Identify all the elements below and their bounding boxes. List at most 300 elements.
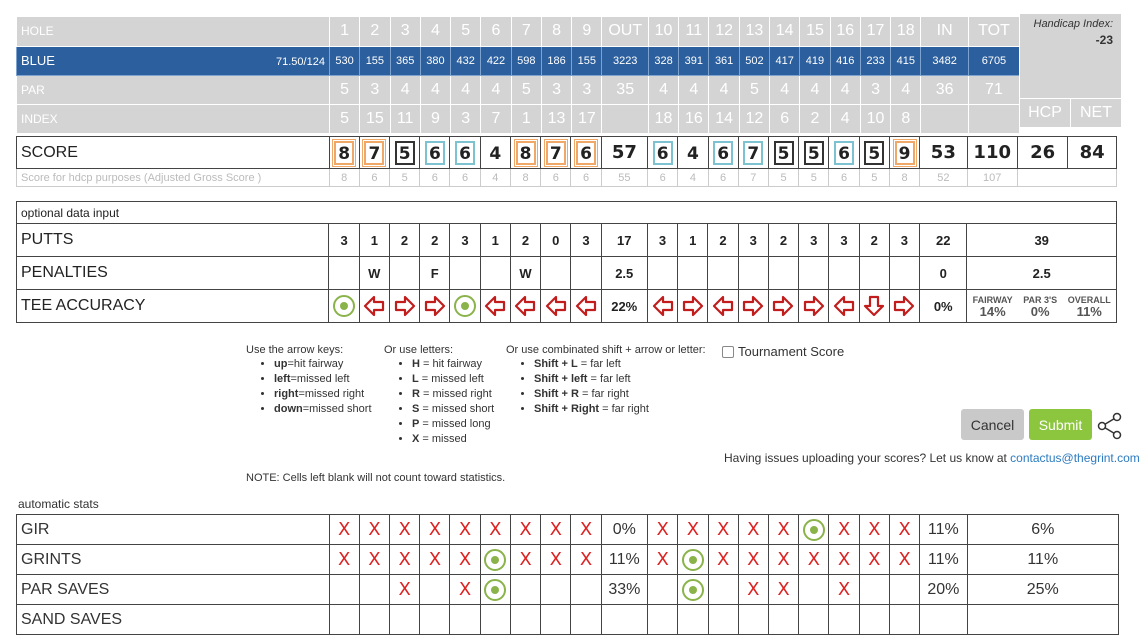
- score-input[interactable]: [648, 137, 678, 169]
- tee-accuracy-input[interactable]: [647, 290, 677, 323]
- index-value: 14: [709, 104, 739, 133]
- course-header-table: [16, 17, 1019, 134]
- hole-number: 5: [451, 17, 481, 46]
- penalty-input[interactable]: [541, 257, 571, 290]
- help-key: Shift + R: [534, 388, 579, 400]
- par-value: 4: [891, 75, 921, 104]
- tournament-score-checkbox[interactable]: [722, 346, 734, 358]
- adjusted-score-value: 8: [510, 169, 540, 187]
- stat-cell: [738, 605, 768, 635]
- stat-cell: [708, 545, 738, 575]
- stat-cell: [359, 545, 389, 575]
- score-value[interactable]: 6: [713, 141, 733, 165]
- miss-x-icon: X: [656, 549, 669, 570]
- stat-cell: [450, 575, 480, 605]
- missed-right-arrow-icon[interactable]: [803, 295, 825, 317]
- missed-left-arrow-icon[interactable]: [514, 295, 536, 317]
- hole-number: 4: [420, 17, 450, 46]
- help-desc: = missed short: [419, 403, 495, 415]
- combo-title: Or use combinated shift + arrow or letter:: [506, 344, 706, 356]
- stat-cell: [768, 575, 798, 605]
- stat-cell: [648, 575, 678, 605]
- score-value[interactable]: 7: [546, 141, 566, 165]
- tee-accuracy-input[interactable]: [799, 290, 829, 323]
- penalty-input[interactable]: [859, 257, 889, 290]
- tee-accuracy-input[interactable]: [768, 290, 798, 323]
- miss-x-icon: X: [368, 519, 381, 540]
- adjusted-score-value: 6: [541, 169, 571, 187]
- help-key: left: [274, 373, 291, 385]
- tee-in-yardage: 3482: [921, 46, 968, 75]
- par3-value: 0%: [1030, 304, 1050, 319]
- adjusted-score-value: 4: [678, 169, 708, 187]
- hole-number: 12: [709, 17, 739, 46]
- score-value[interactable]: 6: [653, 141, 673, 165]
- stat-cell: [541, 545, 571, 575]
- combo-list: [506, 358, 718, 415]
- index-value: 3: [451, 104, 481, 133]
- penalty-input[interactable]: [678, 257, 708, 290]
- score-value[interactable]: 5: [864, 141, 884, 165]
- tee-yardage: 328: [648, 46, 678, 75]
- tee-accuracy-input[interactable]: [678, 290, 708, 323]
- miss-x-icon: X: [868, 549, 881, 570]
- score-input[interactable]: [541, 137, 571, 169]
- score-value[interactable]: 8: [516, 141, 536, 165]
- tee-accuracy-input[interactable]: [738, 290, 768, 323]
- miss-x-icon: X: [656, 519, 669, 540]
- score-value[interactable]: 4: [489, 143, 502, 164]
- penalty-input[interactable]: [889, 257, 919, 290]
- stat-in: [920, 605, 967, 635]
- hit-ring-icon: [484, 579, 506, 601]
- missed-right-arrow-icon[interactable]: [394, 295, 416, 317]
- help-item: [534, 388, 718, 400]
- help-item: [274, 403, 386, 415]
- stat-row: [17, 605, 1119, 635]
- score-table: [16, 136, 1117, 187]
- penalty-input[interactable]: [571, 257, 601, 290]
- fairway-hit-icon[interactable]: [454, 295, 476, 317]
- miss-x-icon: X: [549, 549, 562, 570]
- putts-input[interactable]: 3: [647, 224, 677, 257]
- stat-cell: [678, 545, 708, 575]
- penalty-input[interactable]: W: [359, 257, 389, 290]
- fairway-hit-icon[interactable]: [333, 295, 355, 317]
- index-out-blank: [602, 104, 648, 133]
- help-item: [534, 358, 718, 370]
- help-desc: =missed right: [298, 388, 365, 400]
- tee-accuracy-input[interactable]: [480, 290, 510, 323]
- tee-accuracy-input[interactable]: [450, 290, 480, 323]
- stat-cell: [510, 545, 540, 575]
- miss-x-icon: X: [337, 549, 351, 570]
- automatic-stats-title: automatic stats: [18, 497, 99, 511]
- score-value[interactable]: 7: [364, 141, 384, 165]
- stat-cell: [859, 575, 889, 605]
- stat-cell: [829, 605, 859, 635]
- putts-input[interactable]: 1: [480, 224, 510, 257]
- help-desc: = far left: [577, 358, 621, 370]
- stat-cell: [738, 515, 768, 545]
- score-input[interactable]: [420, 137, 450, 169]
- stat-cell: [708, 605, 738, 635]
- hole-number: 2: [360, 17, 390, 46]
- miss-x-icon: X: [398, 519, 411, 540]
- submit-button[interactable]: Submit: [1029, 409, 1092, 440]
- in-label: IN: [921, 17, 968, 46]
- tee-accuracy-input[interactable]: [510, 290, 540, 323]
- putts-input[interactable]: 2: [420, 224, 450, 257]
- net-label: NET: [1070, 99, 1121, 127]
- score-value[interactable]: 6: [455, 141, 475, 165]
- putts-input[interactable]: 3: [738, 224, 768, 257]
- putts-input[interactable]: 2: [859, 224, 889, 257]
- par-row: [17, 75, 1020, 104]
- tournament-score-label: Tournament Score: [738, 344, 845, 359]
- contact-email-link[interactable]: contactus@thegrint.com: [1010, 451, 1140, 465]
- hole-number: 13: [739, 17, 769, 46]
- help-item: [412, 418, 509, 430]
- stat-out: 33%: [601, 575, 647, 605]
- stat-cell: [329, 605, 359, 635]
- tee-out-yardage: 3223: [602, 46, 648, 75]
- adjusted-score-value: 6: [708, 169, 738, 187]
- score-input[interactable]: [571, 137, 601, 169]
- score-input[interactable]: [768, 137, 798, 169]
- adjusted-score-value: 8: [329, 169, 359, 187]
- miss-x-icon: X: [458, 519, 472, 540]
- hcp-net-header: [1019, 99, 1121, 127]
- help-desc: = missed left: [418, 373, 484, 385]
- score-input[interactable]: [829, 137, 859, 169]
- penalty-input[interactable]: [738, 257, 768, 290]
- help-key: down: [274, 403, 303, 415]
- penalty-input[interactable]: W: [510, 257, 540, 290]
- par-value: 4: [390, 75, 420, 104]
- stat-cell: [390, 545, 420, 575]
- miss-x-icon: X: [579, 549, 593, 570]
- share-icon[interactable]: [1097, 410, 1121, 442]
- putts-input[interactable]: 3: [571, 224, 601, 257]
- stat-in: 11%: [920, 545, 967, 575]
- tournament-score-toggle[interactable]: [722, 344, 844, 359]
- tee-accuracy-input[interactable]: [389, 290, 419, 323]
- miss-x-icon: X: [458, 579, 472, 600]
- stat-cell: [571, 605, 601, 635]
- par-value: 3: [541, 75, 571, 104]
- help-desc: = far left: [587, 373, 631, 385]
- miss-x-icon: X: [747, 549, 760, 570]
- tee-yardage: 416: [830, 46, 860, 75]
- automatic-stats-table: [16, 514, 1119, 635]
- tee-accuracy-summary: [967, 290, 1117, 323]
- arrow-keys-help: [246, 344, 386, 418]
- score-input[interactable]: [480, 137, 510, 169]
- stat-cell: [420, 605, 450, 635]
- stat-cell: [768, 515, 798, 545]
- stat-cell: [571, 515, 601, 545]
- help-desc: =hit fairway: [287, 358, 344, 370]
- stat-cell: [359, 575, 389, 605]
- fairway-value: 14%: [979, 304, 1006, 319]
- tee-yardage: 155: [360, 46, 390, 75]
- miss-x-icon: X: [428, 549, 442, 570]
- score-input[interactable]: [329, 137, 359, 169]
- par-total: 71: [968, 75, 1019, 104]
- index-value: 10: [860, 104, 890, 133]
- missed-left-arrow-icon[interactable]: [484, 295, 506, 317]
- tee-accuracy-input[interactable]: [889, 290, 919, 323]
- help-desc: = missed right: [419, 388, 492, 400]
- miss-x-icon: X: [898, 549, 911, 570]
- stat-cell: [678, 605, 708, 635]
- hole-number: 15: [800, 17, 830, 46]
- tee-accuracy-input[interactable]: [329, 290, 359, 323]
- help-desc: =missed short: [302, 403, 372, 415]
- score-value[interactable]: 8: [334, 141, 354, 165]
- score-input[interactable]: [390, 137, 420, 169]
- missed-left-arrow-icon[interactable]: [652, 295, 674, 317]
- score-value[interactable]: 5: [395, 141, 415, 165]
- putts-input[interactable]: 3: [450, 224, 480, 257]
- tee-accuracy-input[interactable]: [571, 290, 601, 323]
- handicap-index-box: [1019, 14, 1121, 70]
- par-value: 4: [648, 75, 678, 104]
- stat-total: [967, 605, 1118, 635]
- tee-accuracy-input[interactable]: [829, 290, 859, 323]
- index-tot-blank: [968, 104, 1019, 133]
- tee-yardage: 391: [679, 46, 709, 75]
- stat-cell: [768, 605, 798, 635]
- penalty-input[interactable]: [768, 257, 798, 290]
- hcp-spacer: [1019, 70, 1121, 99]
- putts-input[interactable]: 2: [510, 224, 540, 257]
- putts-input[interactable]: 3: [829, 224, 859, 257]
- help-desc: =missed left: [290, 373, 350, 385]
- hit-ring-icon: [484, 549, 506, 571]
- tee-accuracy-input[interactable]: [420, 290, 450, 323]
- letters-list: [384, 358, 509, 445]
- putts-input[interactable]: 2: [768, 224, 798, 257]
- missed-left-arrow-icon[interactable]: [712, 295, 734, 317]
- missed-left-arrow-icon[interactable]: [575, 295, 597, 317]
- score-input[interactable]: [859, 137, 889, 169]
- score-value[interactable]: 6: [834, 141, 854, 165]
- stat-cell: [799, 575, 829, 605]
- penalty-input[interactable]: [389, 257, 419, 290]
- missed-right-arrow-icon[interactable]: [772, 295, 794, 317]
- missed-left-arrow-icon[interactable]: [545, 295, 567, 317]
- par-value: 5: [511, 75, 541, 104]
- help-desc: = hit fairway: [419, 358, 483, 370]
- tee-accuracy-input[interactable]: [541, 290, 571, 323]
- score-value[interactable]: 6: [576, 141, 596, 165]
- help-key: L: [412, 373, 419, 385]
- score-input[interactable]: [799, 137, 829, 169]
- score-input[interactable]: [678, 137, 708, 169]
- penalty-input[interactable]: [799, 257, 829, 290]
- index-value: 11: [390, 104, 420, 133]
- tee-yardage: 365: [390, 46, 420, 75]
- stat-total: 25%: [967, 575, 1118, 605]
- letters-help: [384, 344, 509, 448]
- penalty-input[interactable]: [450, 257, 480, 290]
- adjusted-total: 107: [967, 169, 1017, 187]
- help-key: S: [412, 403, 420, 415]
- putts-input[interactable]: 0: [541, 224, 571, 257]
- stat-cell: [480, 515, 510, 545]
- score-value[interactable]: 7: [743, 141, 763, 165]
- adjusted-score-value: 4: [480, 169, 510, 187]
- penalty-input[interactable]: F: [420, 257, 450, 290]
- score-value[interactable]: 4: [686, 143, 699, 164]
- score-input[interactable]: [510, 137, 540, 169]
- miss-x-icon: X: [489, 519, 502, 540]
- adjusted-score-value: 6: [829, 169, 859, 187]
- penalty-input[interactable]: [329, 257, 359, 290]
- index-label: INDEX: [17, 104, 330, 133]
- out-label: OUT: [602, 17, 648, 46]
- stat-cell: [889, 605, 919, 635]
- stat-cell: [648, 515, 678, 545]
- score-total: 110: [967, 137, 1017, 169]
- optional-title: optional data input: [17, 202, 1117, 224]
- tee-yardage: 502: [739, 46, 769, 75]
- par-value: 4: [830, 75, 860, 104]
- score-value[interactable]: 9: [895, 141, 915, 165]
- penalty-input-out: 2.5: [601, 257, 647, 290]
- putts-input[interactable]: 3: [889, 224, 919, 257]
- putts-input[interactable]: 1: [678, 224, 708, 257]
- index-value: 18: [648, 104, 678, 133]
- miss-x-icon: X: [458, 549, 472, 570]
- par-value: 4: [770, 75, 800, 104]
- penalty-input[interactable]: [647, 257, 677, 290]
- index-value: 1: [511, 104, 541, 133]
- par-value: 4: [451, 75, 481, 104]
- tee-yardage: 233: [860, 46, 890, 75]
- help-item: [534, 403, 718, 415]
- putts-input[interactable]: 3: [329, 224, 359, 257]
- help-key: H: [412, 358, 420, 370]
- tee-accuracy-input[interactable]: [359, 290, 389, 323]
- miss-x-icon: X: [837, 519, 851, 540]
- stat-out: [601, 605, 647, 635]
- index-value: 12: [739, 104, 769, 133]
- hole-number: 10: [648, 17, 678, 46]
- stat-cell: [799, 515, 829, 545]
- hole-number: 17: [860, 17, 890, 46]
- stat-cell: [420, 575, 450, 605]
- hole-number: 14: [770, 17, 800, 46]
- handicap-index-value: -23: [1095, 33, 1113, 47]
- stat-label: GRINTS: [17, 545, 330, 575]
- stat-total: 11%: [967, 545, 1118, 575]
- tee-yardage: 419: [800, 46, 830, 75]
- missed-right-arrow-icon[interactable]: [893, 295, 915, 317]
- tee-accuracy-label: TEE ACCURACY: [17, 290, 329, 323]
- stat-cell: [480, 545, 510, 575]
- stat-cell: [510, 515, 540, 545]
- tee-accuracy-input[interactable]: [859, 290, 889, 323]
- miss-x-icon: X: [519, 519, 532, 540]
- putts-input[interactable]: 1: [359, 224, 389, 257]
- index-value: 6: [770, 104, 800, 133]
- adjusted-score-row: [17, 169, 1117, 187]
- score-value[interactable]: 5: [774, 141, 794, 165]
- par-in: 36: [921, 75, 968, 104]
- stat-cell: [889, 515, 919, 545]
- score-value[interactable]: 5: [804, 141, 824, 165]
- adjusted-score-value: 5: [799, 169, 829, 187]
- stat-cell: [829, 545, 859, 575]
- score-input[interactable]: [738, 137, 768, 169]
- miss-x-icon: X: [398, 579, 411, 600]
- score-input[interactable]: [359, 137, 389, 169]
- miss-x-icon: X: [807, 549, 820, 570]
- upload-issues-text: [724, 451, 1140, 465]
- putts-input[interactable]: 3: [799, 224, 829, 257]
- miss-x-icon: X: [368, 549, 381, 570]
- optional-title-row: [17, 202, 1117, 224]
- stat-cell: [450, 545, 480, 575]
- par-value: 4: [420, 75, 450, 104]
- putts-input[interactable]: 2: [389, 224, 419, 257]
- score-input[interactable]: [708, 137, 738, 169]
- score-hcp: 26: [1017, 137, 1067, 169]
- missed-right-arrow-icon[interactable]: [682, 295, 704, 317]
- par-value: 3: [572, 75, 602, 104]
- penalty-input[interactable]: [829, 257, 859, 290]
- score-input[interactable]: [889, 137, 919, 169]
- stat-cell: [390, 515, 420, 545]
- score-value[interactable]: 6: [425, 141, 445, 165]
- stat-cell: [541, 575, 571, 605]
- stat-cell: [648, 545, 678, 575]
- adjusted-score-value: 7: [738, 169, 768, 187]
- stat-cell: [329, 545, 359, 575]
- help-item: [274, 358, 386, 370]
- hole-number: 6: [481, 17, 511, 46]
- stat-cell: [678, 515, 708, 545]
- par-value: 3: [360, 75, 390, 104]
- missed-left-arrow-icon[interactable]: [833, 295, 855, 317]
- missed-right-arrow-icon[interactable]: [742, 295, 764, 317]
- help-item: [412, 403, 509, 415]
- putts-label: PUTTS: [17, 224, 329, 257]
- tee-accuracy-input[interactable]: [708, 290, 738, 323]
- missed-right-arrow-icon[interactable]: [424, 295, 446, 317]
- miss-x-icon: X: [579, 519, 593, 540]
- missed-left-arrow-icon[interactable]: [363, 295, 385, 317]
- stat-row: [17, 545, 1119, 575]
- score-input[interactable]: [450, 137, 480, 169]
- index-value: 8: [891, 104, 921, 133]
- penalty-input[interactable]: [708, 257, 738, 290]
- help-key: Shift + L: [534, 358, 578, 370]
- cancel-button[interactable]: Cancel: [961, 409, 1024, 440]
- putts-input[interactable]: 2: [708, 224, 738, 257]
- help-key: Shift + Right: [534, 403, 600, 415]
- miss-x-icon: X: [686, 519, 700, 540]
- stat-label: PAR SAVES: [17, 575, 330, 605]
- stat-cell: [359, 515, 389, 545]
- penalty-input[interactable]: [480, 257, 510, 290]
- help-item: [534, 373, 718, 385]
- missed-down-arrow-icon[interactable]: [863, 295, 885, 317]
- help-key: right: [274, 388, 299, 400]
